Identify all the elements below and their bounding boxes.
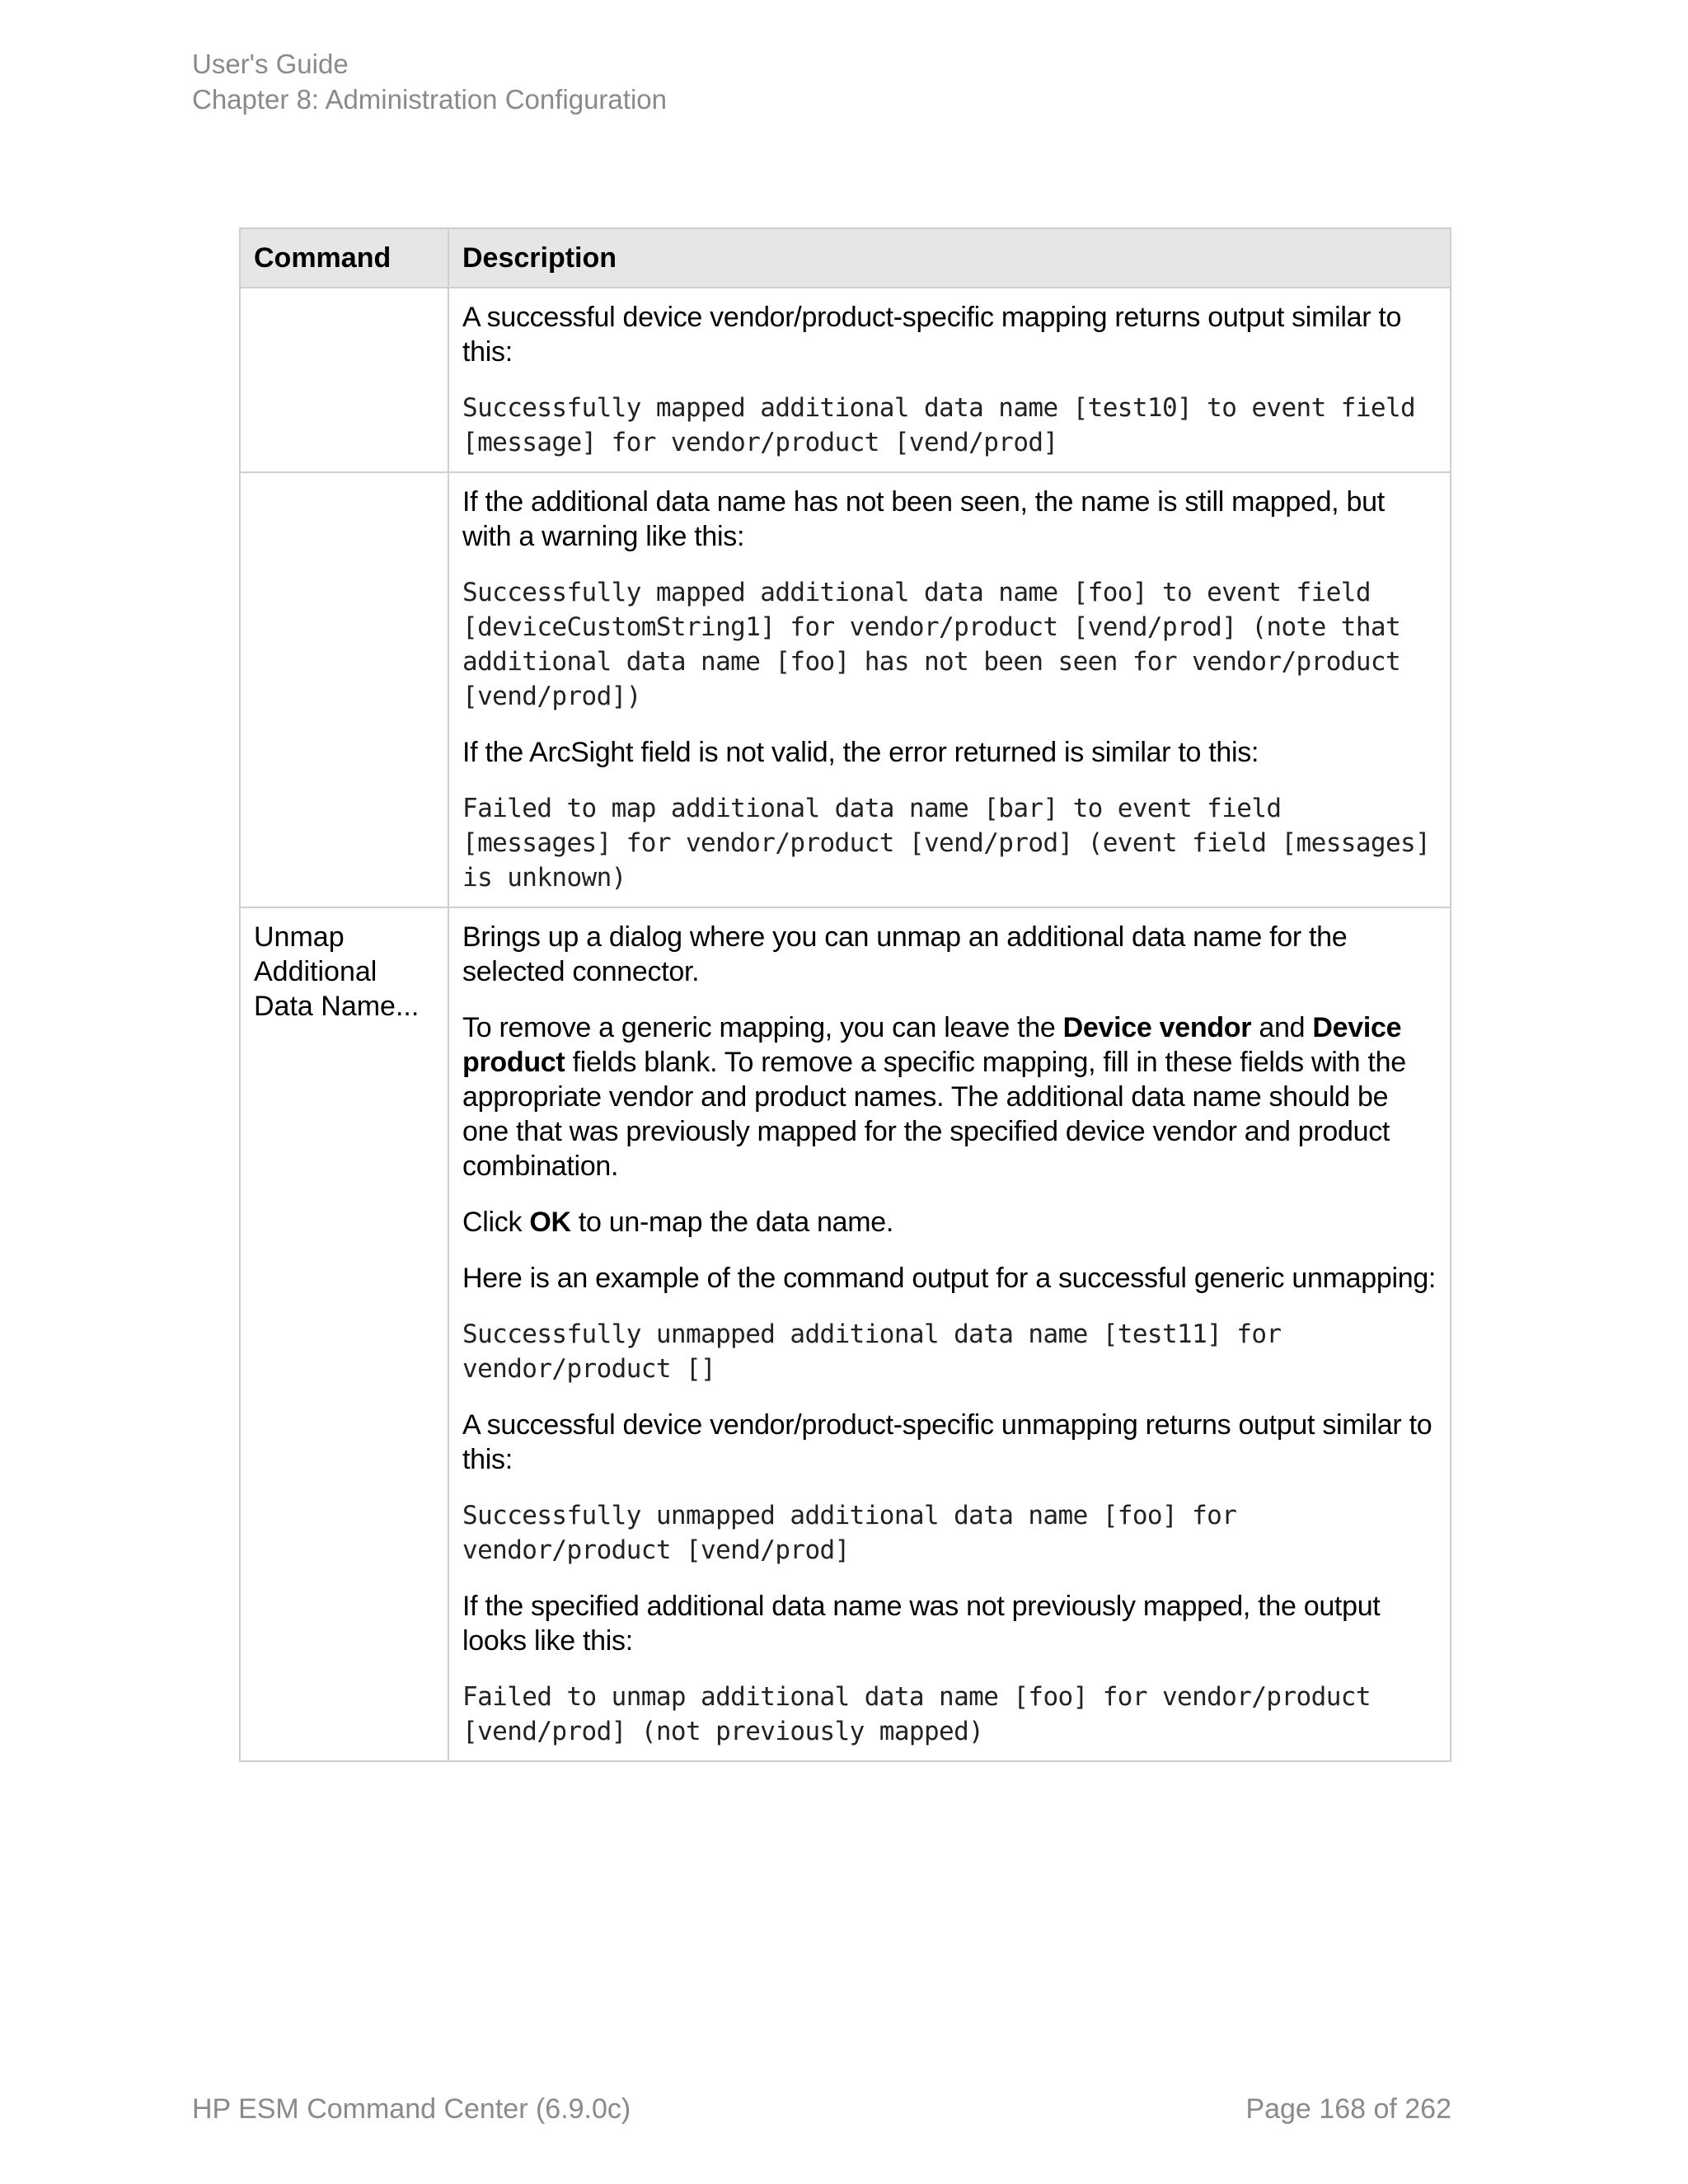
command-cell: [240, 288, 448, 472]
code-sample: Failed to unmap additional data name [foo] for vendor/product [vend/prod] (not previously mapped): [462, 1682, 1386, 1746]
code-sample: Successfully unmapped additional data name [test11] for vendor/product []: [462, 1319, 1296, 1384]
table-row: [240, 288, 1451, 472]
table-row: [240, 472, 1451, 907]
description-paragraph: A successful device vendor/product-specific unmapping returns output similar to this:: [462, 1409, 1432, 1475]
ui-term-device-vendor: Device vendor: [1062, 1012, 1252, 1043]
code-sample: Successfully mapped additional data name [test10] to event field [message] for vendor/product [vend/prod]: [462, 393, 1431, 457]
header-chapter-title: Chapter 8: Administration Configuration: [192, 84, 667, 115]
table-header-row: [240, 228, 1451, 288]
description-cell: [448, 907, 1451, 1761]
column-header-description: Description: [448, 228, 1451, 288]
command-cell: [240, 472, 448, 907]
footer-page-number: Page 168 of 262: [1245, 2093, 1451, 2125]
ui-term-ok: OK: [529, 1207, 571, 1238]
description-cell: [448, 288, 1451, 472]
footer-product: HP ESM Command Center (6.9.0c): [192, 2093, 631, 2125]
description-paragraph: Here is an example of the command output for a successful generic unmapping:: [462, 1263, 1437, 1294]
running-header: [192, 46, 667, 117]
description-paragraph: [462, 1205, 1437, 1240]
table-row: [240, 907, 1451, 1761]
text-run: fields blank. To remove a specific mapping, fill in these fields with the appropriate vendor and product names. The additional data name should be one that was previously mapped for the specified device vendor and product combination.: [462, 1047, 1406, 1182]
text-run: To remove a generic mapping, you can leave the: [462, 1012, 1063, 1043]
command-table: [239, 227, 1451, 1762]
column-header-command: Command: [240, 228, 448, 288]
code-sample: Successfully unmapped additional data name [foo] for vendor/product [vend/prod]: [462, 1501, 1252, 1565]
ui-term-device-product: Device product: [462, 1012, 1402, 1078]
description-paragraph: If the additional data name has not been seen, the name is still mapped, but with a warning like this:: [462, 486, 1385, 552]
description-paragraph: [462, 1010, 1437, 1183]
description-paragraph: A successful device vendor/product-specific mapping returns output similar to this:: [462, 302, 1402, 368]
code-sample: Failed to map additional data name [bar] to event field [messages] for vendor/product [vend/prod] (event field [messages] is unknown): [462, 794, 1446, 893]
header-guide-title: User's Guide: [192, 49, 349, 79]
text-run: Click: [462, 1207, 530, 1238]
description-paragraph: If the ArcSight field is not valid, the error returned is similar to this:: [462, 737, 1259, 768]
text-run: to un-map the data name.: [570, 1207, 894, 1238]
code-sample: Successfully mapped additional data name [foo] to event field [deviceCustomString1] for vendor/product [vend/prod] (note that additional data name [foo] has not been seen for vendor/product [vend/prod]): [462, 578, 1416, 711]
text-run: and: [1251, 1012, 1313, 1043]
command-cell: Unmap Additional Data Name...: [240, 907, 448, 1761]
description-cell: [448, 472, 1451, 907]
description-paragraph: Brings up a dialog where you can unmap an additional data name for the selected connector.: [462, 921, 1348, 987]
description-paragraph: If the specified additional data name was not previously mapped, the output looks like this:: [462, 1591, 1381, 1657]
